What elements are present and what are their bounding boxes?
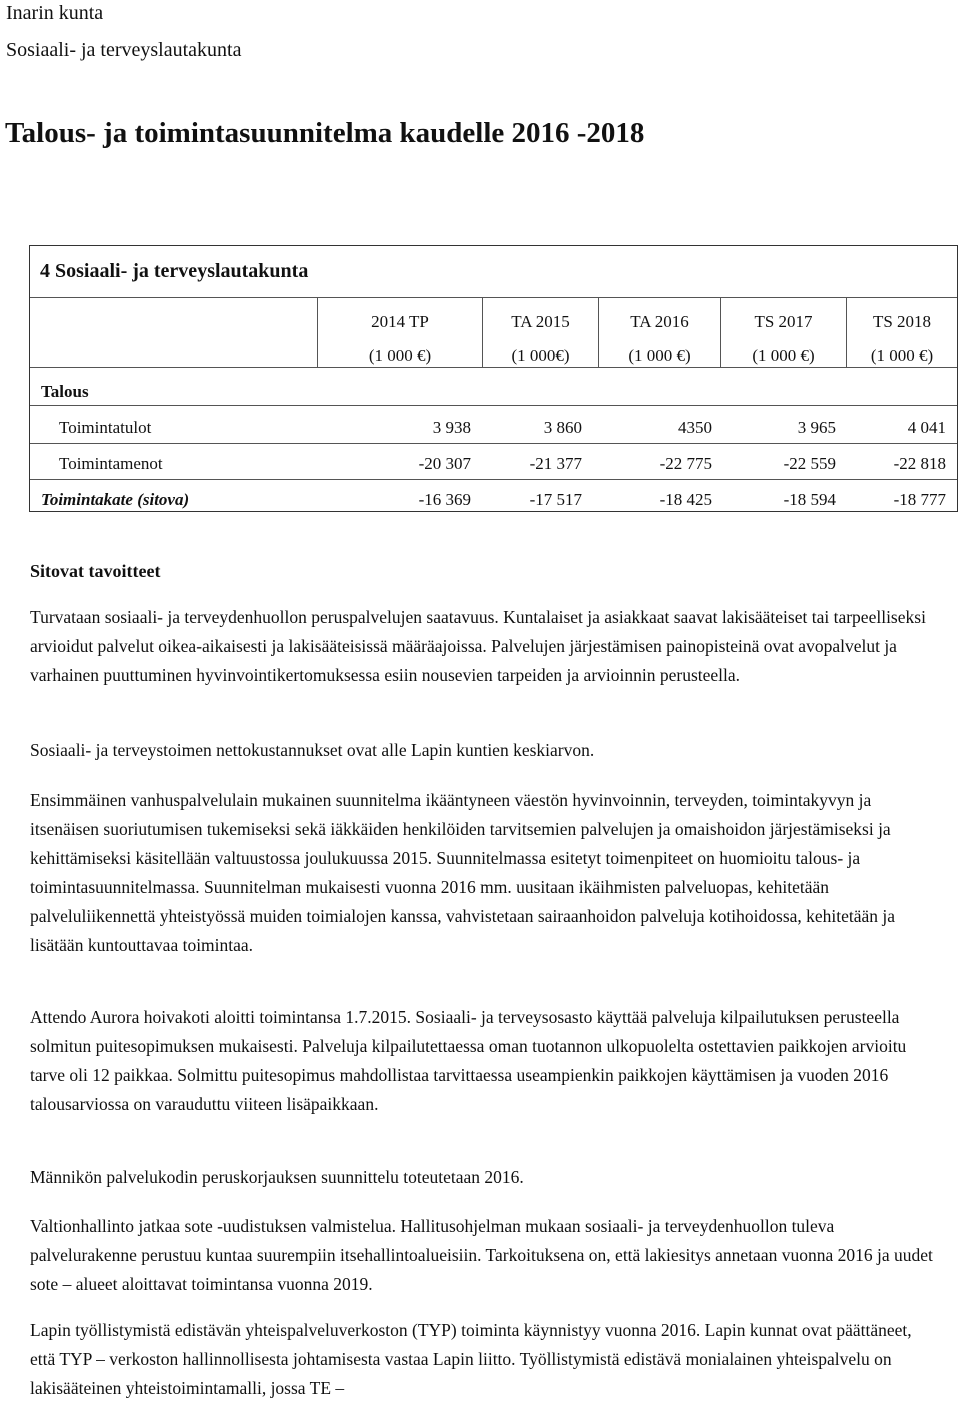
table-divider	[30, 479, 957, 480]
table-title: 4 Sosiaali- ja terveyslautakunta	[40, 260, 309, 282]
table-cell: -18 594	[783, 490, 836, 509]
table-cell: -21 377	[529, 454, 582, 473]
table-cell: 4 041	[907, 418, 946, 437]
group-label: Talous	[41, 382, 89, 401]
table-cell: 3 860	[543, 418, 582, 437]
paragraph: Turvataan sosiaali- ja terveydenhuollon peruspalvelujen saatavuus. Kuntalaiset ja asiakkaat saavat lakisääteiset tai tarpeelliseksi arvioidut palvelut oikea-aikaisesti ja lakisääteisissä määräajoissa. Palvelujen järjestämisen painopisteinä ovat avopalvelut ja varhainen puuttuminen hyvinvointikertomuksessa esiin nousevien tarpeiden ja arvioinnin perusteella.	[30, 607, 926, 685]
paragraph: Lapin työllistymistä edistävän yhteispalveluverkoston (TYP) toiminta käynnistyy vuonna 2016. Lapin kunnat ovat päättäneet, että TYP – verkoston hallinnollisesta johtamisesta vastaa Lapin liitto. Työllistymistä edistävä monialainen yhteispalvelu on lakisääteinen yhteistoimintamalli, jossa TE –	[30, 1320, 912, 1398]
column-header-year: 2014 TP	[371, 312, 429, 331]
table-cell: 4350	[678, 418, 712, 437]
column-header-year: TA 2016	[630, 312, 689, 331]
column-header-unit: (1 000 €)	[368, 346, 432, 365]
table-cell: 3 938	[432, 418, 471, 437]
table-divider	[30, 297, 957, 298]
table-divider	[30, 443, 957, 444]
column-header-year: TA 2015	[511, 312, 570, 331]
organization-name: Inarin kunta	[6, 2, 104, 24]
table-cell: 3 965	[797, 418, 836, 437]
column-header-unit: (1 000€)	[511, 346, 570, 365]
table-cell: -18 425	[659, 490, 712, 509]
paragraph: Attendo Aurora hoivakoti aloitti toimintansa 1.7.2015. Sosiaali- ja terveysosasto käyttää palveluja kilpailutuksen perusteella solmitun puitesopimuksen mukaisesti. Palveluja kilpailutettaessa oman tuotannon ulkopuolelta ostettavien paikkojen arvioitu tarve oli 12 paikkaa. Solmittu puitesopimus mahdollistaa tarvittaessa useampienkin paikkojen käyttämisen ja vuoden 2016 talousarviossa on varauduttu viiteen lisäpaikkaan.	[30, 1007, 907, 1114]
table-cell: -16 369	[418, 490, 471, 509]
table-cell: -22 818	[893, 454, 946, 473]
table-cell: -20 307	[418, 454, 471, 473]
column-header-unit: (1 000 €)	[870, 346, 934, 365]
table-cell: -18 777	[893, 490, 946, 509]
document-title: Talous- ja toimintasuunnitelma kaudelle 2016 -2018	[5, 117, 645, 149]
budget-table	[29, 245, 958, 512]
table-divider	[30, 367, 957, 368]
column-header-unit: (1 000 €)	[752, 346, 815, 365]
table-cell: -22 775	[659, 454, 712, 473]
row-label: Toimintatulot	[59, 418, 152, 437]
column-header-year: TS 2018	[872, 312, 932, 331]
row-label: Toimintakate (sitova)	[41, 490, 190, 509]
paragraph: Valtionhallinto jatkaa sote -uudistuksen valmistelua. Hallitusohjelman mukaan sosiaali- ja terveydenhuollon tuleva palvelurakenne perustuu kuntaa suurempiin itsehallintoalueisiin. Tarkoituksena on, että lakiesitys annetaan vuonna 2016 ja uudet sote – alueet aloittavat toimintansa vuonna 2019.	[30, 1216, 933, 1294]
column-header-unit: (1 000 €)	[628, 346, 691, 365]
column-header-year: TS 2017	[754, 312, 813, 331]
table-divider	[30, 405, 957, 406]
paragraph: Sosiaali- ja terveystoimen nettokustannukset ovat alle Lapin kuntien keskiarvon.	[30, 740, 595, 760]
table-cell: -17 517	[529, 490, 582, 509]
paragraph: Ensimmäinen vanhuspalvelulain mukainen suunnitelma ikääntyneen väestön hyvinvoinnin, terveyden, toimintakyvyn ja itsenäisen suoriutumisen tukemiseksi sekä iäkkäiden henkilöiden tarvitsemien palvelujen ja omaishoidon järjestämiseksi ja kehittämiseksi käsitellään valtuustossa joulukuussa 2015. Suunnitelmassa esitetyt toimenpiteet on huomioitu talous- ja toimintasuunnitelmassa. Suunnitelman mukaisesti vuonna 2016 mm. uusitaan ikäihmisten palveluopas, kehitetään palveluliikennettä yhteistyössä muiden toimialojen kanssa, vahvistetaan sairaanhoidon palveluja kotihoidossa, kehitetään ja lisätään kuntouttavaa toimintaa.	[30, 790, 896, 955]
paragraph: Männikön palvelukodin peruskorjauksen suunnittelu toteutetaan 2016.	[30, 1167, 524, 1187]
table-cell: -22 559	[783, 454, 836, 473]
board-name: Sosiaali- ja terveyslautakunta	[6, 39, 242, 61]
section-title: Sitovat tavoitteet	[30, 561, 161, 581]
row-label: Toimintamenot	[59, 454, 163, 473]
